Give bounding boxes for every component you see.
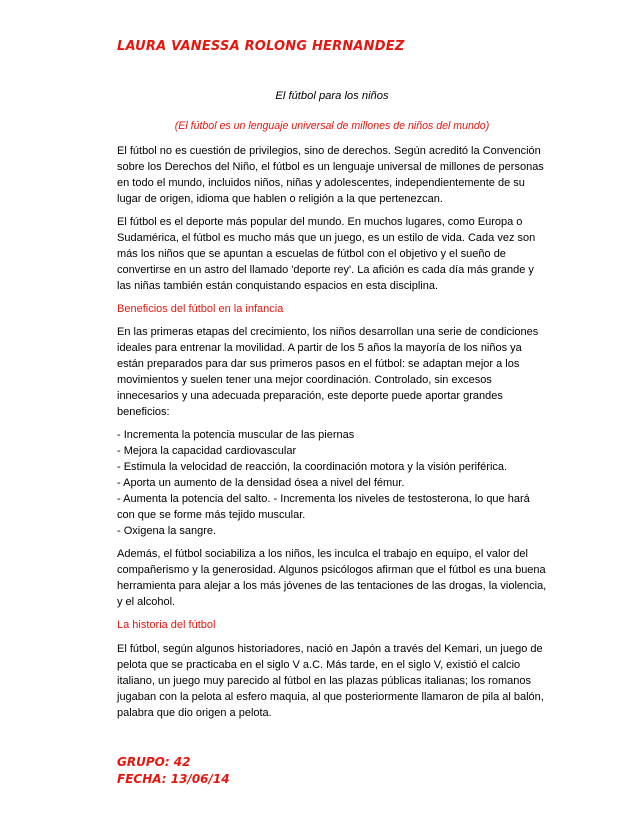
date-label: FECHA: 13/06/14 <box>117 772 230 786</box>
list-item: - Oxigena la sangre. <box>117 525 217 537</box>
paragraph-intro-1: El fútbol no es cuestión de privilegios, sino de derechos. Según acreditó la Convención sobre los Derechos del Niño, el fútbol es un lenguaje universal de millones de personas en todo el mundo, incluidos niños, niñas y adolescentes, independientemente de su lugar de origen, idioma que hablen o religión a la que pertenezcan. <box>117 145 544 205</box>
list-item: - Incrementa la potencia muscular de las piernas <box>117 429 355 441</box>
benefits-list <box>117 427 549 539</box>
group-label: GRUPO: 42 <box>117 755 191 769</box>
document-subtitle: (El fútbol es un lenguaje universal de millones de niños del mundo) <box>174 120 490 132</box>
paragraph-benefits-intro: En las primeras etapas del crecimiento, los niños desarrollan una serie de condiciones ideales para entrenar la movilidad. A partir de los 5 años la mayoría de los niños ya están preparados para dar sus primeros pasos en el fútbol: se adaptan mejor a los movimientos y suelen tener una mejor coordinación. Controlado, sin excesos innecesarios y una adecuada preparación, este deporte puede aportar grandes beneficios: <box>117 326 539 418</box>
document-body <box>117 143 549 728</box>
footer-info <box>117 754 230 788</box>
paragraph-intro-2: El fútbol es el deporte más popular del mundo. En muchos lugares, como Europa o Sudamérica, el fútbol es mucho más que un juego, es un estilo de vida. Cada vez son más los niños que se apuntan a escuelas de fútbol con el objetivo y el sueño de convertirse en un astro del llamado 'deporte rey'. La afición es cada día más grande y las niñas también están conquistando espacios en esta disciplina. <box>117 216 536 292</box>
list-item: - Mejora la capacidad cardiovascular <box>117 445 297 457</box>
list-item: - Aumenta la potencia del salto. - Incrementa los niveles de testosterona, lo que hará con que se forme más tejido muscular. <box>117 493 530 521</box>
paragraph-history: El fútbol, según algunos historiadores, nació en Japón a través del Kemari, un juego de pelota que se practicaba en el siglo V a.C. Más tarde, en el siglo V, existió el calcio italiano, un juego muy parecido al fútbol en las plazas públicas italianas; los romanos jugaban con la pelota al esfero maquia, al que posteriormente llamaron de pila al balón, palabra que dio origen a pelota. <box>117 643 544 719</box>
section-heading-benefits: Beneficios del fútbol en la infancia <box>117 303 284 315</box>
paragraph-benefits-closing: Además, el fútbol sociabiliza a los niños, les inculca el trabajo en equipo, el valor del compañerismo y la generosidad. Algunos psicólogos afirman que el fútbol es una buena herramienta para alejar a los más jóvenes de las tentaciones de las drogas, la violencia, y el alcohol. <box>117 548 547 608</box>
list-item: - Aporta un aumento de la densidad ósea a nivel del fémur. <box>117 477 405 489</box>
author-name: LAURA VANESSA ROLONG HERNANDEZ <box>117 39 405 54</box>
document-title: El fútbol para los niños <box>275 90 389 102</box>
list-item: - Estimula la velocidad de reacción, la coordinación motora y la visión periférica. <box>117 461 508 473</box>
section-heading-history: La historia del fútbol <box>117 619 216 631</box>
